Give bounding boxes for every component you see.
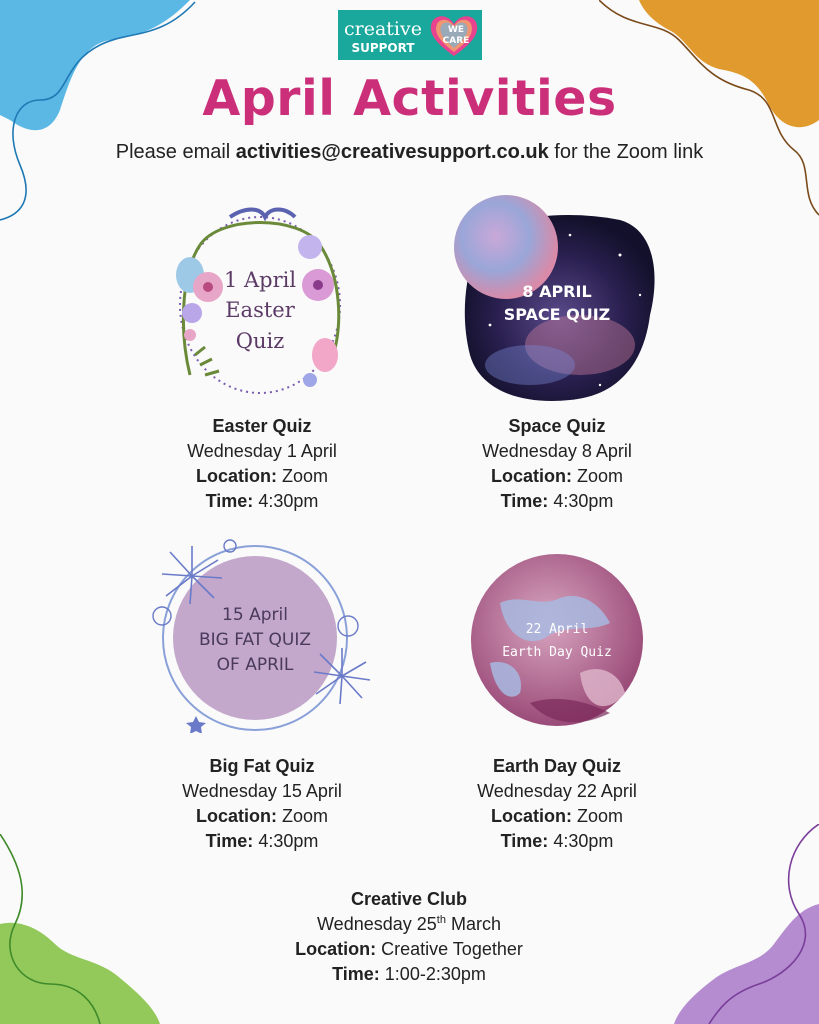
event-name: Easter Quiz: [212, 416, 312, 436]
event-date: Wednesday 25th March: [317, 914, 501, 934]
space-quiz-nebula-image: [450, 195, 665, 410]
event-time: Time: 1:00-2:30pm: [332, 964, 486, 984]
event-date: Wednesday 8 April: [482, 441, 632, 461]
subtitle-suffix: for the Zoom link: [548, 141, 704, 163]
svg-text:1 April: 1 April: [223, 268, 297, 292]
creative-support-logo: [338, 10, 482, 60]
svg-text:BIG FAT QUIZ: BIG FAT QUIZ: [198, 630, 312, 650]
event-easter-quiz: [142, 414, 382, 514]
event-space-quiz: [437, 414, 677, 514]
svg-text:CARE: CARE: [442, 36, 470, 46]
big-fat-quiz-fireworks-image: [150, 538, 375, 733]
event-creative-club: [259, 887, 559, 987]
page-title: April Activities: [202, 70, 617, 127]
event-location: Location: Zoom: [490, 466, 623, 486]
event-location: Location: Creative Together: [295, 939, 523, 959]
event-name: Big Fat Quiz: [209, 756, 315, 776]
event-name: Creative Club: [350, 889, 468, 909]
event-date: Wednesday 22 April: [477, 781, 637, 801]
event-name: Earth Day Quiz: [492, 756, 622, 776]
event-earth-day-quiz: [437, 754, 677, 854]
event-location: Location: Zoom: [490, 806, 623, 826]
subtitle-prefix: Please email: [115, 141, 236, 163]
event-date: Wednesday 1 April: [187, 441, 337, 461]
easter-quiz-wreath-image: [160, 205, 360, 405]
svg-text:22 April: 22 April: [525, 622, 589, 637]
svg-text:Easter: Easter: [225, 298, 295, 322]
svg-text:Quiz: Quiz: [235, 329, 285, 353]
earth-day-quiz-globe-image: [470, 553, 645, 728]
email-instructions: [0, 141, 819, 164]
svg-text:15 April: 15 April: [222, 605, 288, 625]
event-time: Time: 4:30pm: [205, 491, 319, 511]
svg-text:SPACE QUIZ: SPACE QUIZ: [503, 305, 611, 324]
svg-text:OF APRIL: OF APRIL: [216, 655, 294, 675]
svg-text:SUPPORT: SUPPORT: [351, 41, 415, 55]
svg-text:Earth Day Quiz: Earth Day Quiz: [502, 645, 612, 660]
event-date: Wednesday 15 April: [182, 781, 342, 801]
activities-email[interactable]: activities@creativesupport.co.uk: [235, 141, 549, 163]
svg-text:WE: WE: [447, 25, 465, 35]
event-location: Location: Zoom: [195, 466, 328, 486]
svg-text:8 APRIL: 8 APRIL: [522, 282, 592, 301]
event-time: Time: 4:30pm: [500, 491, 614, 511]
event-time: Time: 4:30pm: [205, 831, 319, 851]
event-time: Time: 4:30pm: [500, 831, 614, 851]
event-name: Space Quiz: [508, 416, 606, 436]
event-big-fat-quiz: [142, 754, 382, 854]
event-location: Location: Zoom: [195, 806, 328, 826]
green-corner-blob: [0, 834, 170, 1024]
svg-text:creative: creative: [344, 18, 422, 40]
purple-corner-blob: [649, 824, 819, 1024]
